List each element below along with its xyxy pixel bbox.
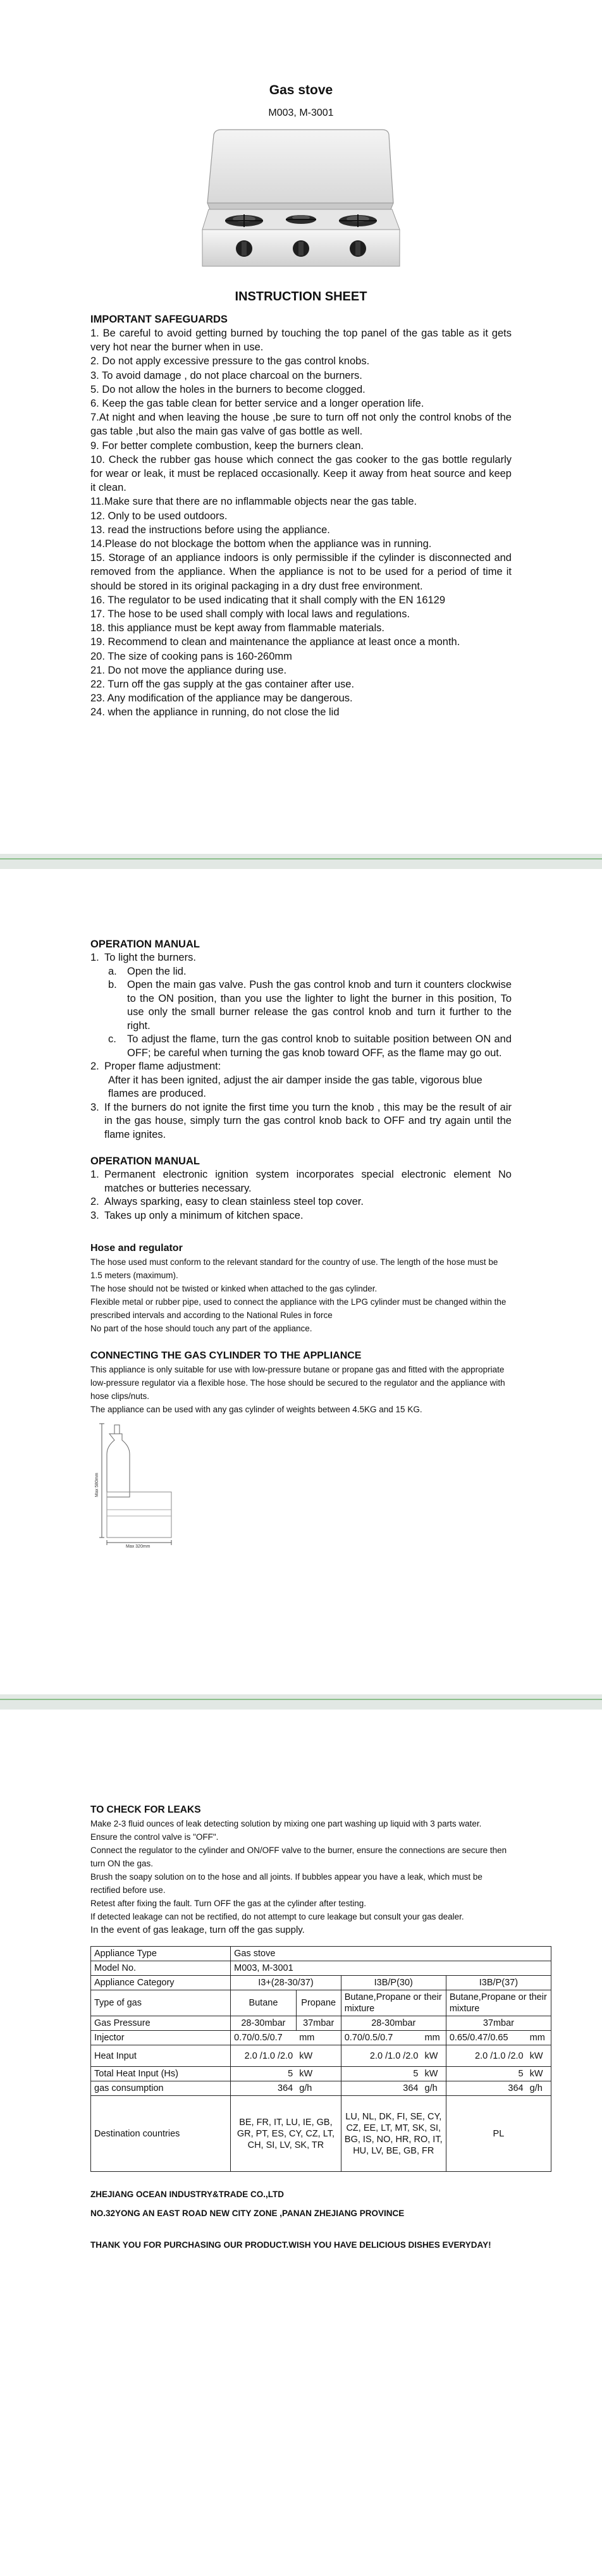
safeguard-item: 24. when the appliance in running, do not close the lid (90, 706, 340, 718)
consumption-label: gas consumption (91, 2081, 231, 2096)
item-text: To light the burners. (104, 952, 196, 963)
injector-value: 0.70/0.5/0.7 (341, 2031, 421, 2045)
hose-heading: Hose and regulator (90, 1243, 183, 1254)
product-title: Gas stove (269, 83, 333, 97)
operation-list (90, 951, 512, 1142)
total-value: 5 (446, 2067, 526, 2081)
safeguard-item: 12. Only to be used outdoors. (90, 510, 228, 522)
operation-item (90, 1209, 512, 1223)
consumption-value: 364 (231, 2081, 297, 2096)
operation-subitem (90, 978, 512, 1033)
safeguard-item: 10. Check the rubber gas house which connect the gas cooker to the gas bottle regularly for wear or leak, it must be replaced occasionally. Keep it away from heat source and keep it clean. (90, 453, 512, 494)
category-label: Appliance Category (91, 1976, 231, 1990)
gas-cylinder-diagram (90, 1421, 192, 1548)
operation-list-2 (90, 1168, 512, 1223)
paragraph: The appliance can be used with any gas cylinder of weights between 4.5KG and 15 KG. (90, 1405, 422, 1414)
company-address: NO.32YONG AN EAST ROAD NEW CITY ZONE ,PANAN ZHEJIANG PROVINCE (90, 2209, 405, 2218)
page-separator (0, 1694, 602, 1710)
injector-value: 0.70/0.5/0.7 (231, 2031, 297, 2045)
connect-paragraphs (90, 1363, 512, 1416)
operation-item (90, 1060, 512, 1074)
item-number: 3. (90, 1209, 99, 1221)
paragraph: Make 2-3 fluid ounces of leak detecting solution by mixing one part washing up liquid with 3 parts water. (90, 1819, 482, 1828)
pressure-cell: 37mbar (446, 2016, 551, 2031)
operation-item (90, 951, 512, 965)
paragraph: Brush the soapy solution on to the hose and all joints. If bubbles appear you have a leak, which must be rectified before use. (90, 1872, 482, 1895)
paragraph: The hose should not be twisted or kinked when attached to the gas cylinder. (90, 1284, 378, 1293)
safeguard-item: 16. The regulator to be used indicating that it shall comply with the EN 16129 (90, 594, 446, 606)
safeguard-item: 13. read the instructions before using the appliance. (90, 524, 330, 536)
total-unit: kW (296, 2067, 341, 2081)
injector-label: Injector (91, 2031, 231, 2045)
item-number: 2. (90, 1196, 99, 1207)
operation-subitem (90, 1033, 512, 1060)
consumption-unit: g/h (296, 2081, 341, 2096)
item-text: Permanent electronic ignition system incorporates special electronic element No matches or butteries necessary. (104, 1169, 512, 1194)
heat-unit: kW (527, 2045, 551, 2067)
company-name: ZHEJIANG OCEAN INDUSTRY&TRADE CO.,LTD (90, 2190, 285, 2199)
item-text: Proper flame adjustment: (104, 1061, 221, 1072)
heat-value: 2.0 /1.0 /2.0 (231, 2045, 297, 2067)
safeguard-item: 7.At night and when leaving the house ,be sure to turn off not only the control knobs of the gas table ,but also the main gas valve of gas bottle as well. (90, 412, 512, 438)
consumption-value: 364 (446, 2081, 526, 2096)
total-unit: kW (422, 2067, 446, 2081)
product-model: M003, M-3001 (268, 108, 334, 118)
category-cell: I3+(28-30/37) (231, 1976, 341, 1990)
safeguard-item: 22. Turn off the gas supply at the gas container after use. (90, 679, 355, 691)
gas-type-cell: Butane (231, 1990, 297, 2016)
pressure-cell: 37mbar (296, 2016, 341, 2031)
model-label: Model No. (91, 1961, 231, 1976)
safeguard-item: 6. Keep the gas table clean for better service and a longer operation life. (90, 398, 424, 410)
pressure-cell: 28-30mbar (231, 2016, 297, 2031)
item-number: b. (108, 979, 117, 990)
item-text: Always sparking, easy to clean stainless steel top cover. (104, 1196, 364, 1207)
safeguard-item: 15. Storage of an appliance indoors is only permissible if the cylinder is disconnected and removed from the appliance. When the appliance is not to be used for a period of time it should be stored in its original packaging in a dry dust free environment. (90, 552, 512, 592)
destination-cell: LU, NL, DK, FI, SE, CY, CZ, EE, LT, MT, SK, SI, BG, IS, NO, HR, RO, IT, HU, LV, BE, GB, FR (341, 2096, 446, 2172)
item-text: Open the lid. (127, 965, 187, 977)
heat-value: 2.0 /1.0 /2.0 (341, 2045, 421, 2067)
item-number: 2. (90, 1061, 99, 1072)
paragraph: This appliance is only suitable for use with low-pressure butane or propane gas and fitted with the appropriate low-pressure regulator via a flexible hose. The hose should be secured to the regulator and the appliance with hose clips/nuts. (90, 1365, 505, 1401)
consumption-unit: g/h (527, 2081, 551, 2096)
category-cell: I3B/P(37) (446, 1976, 551, 1990)
cylinder-width-label: Max 320mm (126, 1544, 150, 1548)
gas-type-label: Type of gas (91, 1990, 231, 2016)
heat-label: Heat Input (91, 2045, 231, 2067)
appliance-type-value: Gas stove (231, 1947, 551, 1961)
leak-heading: TO CHECK FOR LEAKS (90, 1804, 201, 1815)
page-1 (0, 0, 602, 854)
hose-paragraphs (90, 1255, 512, 1335)
safeguard-item: 2. Do not apply excessive pressure to the gas control knobs. (90, 355, 370, 367)
item-number: 3. (90, 1101, 99, 1113)
paragraph: Connect the regulator to the cylinder and ON/OFF valve to the burner, ensure the connections are secure then turn ON the gas. (90, 1846, 507, 1868)
safeguard-item: 9. For better complete combustion, keep the burners clean. (90, 440, 364, 452)
item-number: a. (108, 965, 117, 977)
total-value: 5 (341, 2067, 421, 2081)
total-label: Total Heat Input (Hs) (91, 2067, 231, 2081)
safeguard-item: 20. The size of cooking pans is 160-260mm (90, 650, 292, 662)
safeguard-item: 19. Recommend to clean and maintenance the appliance at least once a month. (90, 636, 460, 648)
gas-type-cell: Propane (296, 1990, 341, 2016)
destination-label: Destination countries (91, 2096, 231, 2172)
operation-heading-2: OPERATION MANUAL (90, 1156, 200, 1167)
safeguards-list (90, 326, 512, 720)
destination-cell: BE, FR, IT, LU, IE, GB, GR, PT, ES, CY, CZ, LT, CH, SI, LV, SK, TR (231, 2096, 341, 2172)
heat-value: 2.0 /1.0 /2.0 (446, 2045, 526, 2067)
operation-heading: OPERATION MANUAL (90, 939, 200, 950)
paragraph: Flexible metal or rubber pipe, used to connect the appliance with the LPG cylinder must be changed within the prescribed intervals and according to the National Rules in force (90, 1297, 507, 1320)
operation-item (90, 1168, 512, 1195)
operation-note (90, 1074, 512, 1101)
leak-last-line: In the event of gas leakage, turn off the gas supply. (90, 1925, 305, 1935)
safeguard-item: 23. Any modification of the appliance may be dangerous. (90, 693, 353, 705)
gas-type-cell: Butane,Propane or their mixture (446, 1990, 551, 2016)
operation-subitem (90, 965, 512, 979)
paragraph: If detected leakage can not be rectified, do not attempt to cure leakage but consult your gas dealer. (90, 1912, 464, 1921)
item-number: 1. (90, 952, 99, 963)
item-number: 1. (90, 1169, 99, 1180)
model-value: M003, M-3001 (231, 1961, 551, 1976)
pressure-cell: 28-30mbar (341, 2016, 446, 2031)
paragraph: No part of the hose should touch any part of the appliance. (90, 1324, 312, 1333)
total-unit: kW (527, 2067, 551, 2081)
connect-heading: CONNECTING THE GAS CYLINDER TO THE APPLIANCE (90, 1350, 362, 1361)
safeguard-item: 3. To avoid damage , do not place charcoal on the burners. (90, 369, 362, 381)
operation-item (90, 1101, 512, 1142)
leak-paragraphs (90, 1817, 512, 1923)
paragraph: Retest after fixing the fault. Turn OFF the gas at the cylinder after testing. (90, 1899, 366, 1908)
category-cell: I3B/P(30) (341, 1976, 446, 1990)
safeguard-item: 14.Please do not blockage the bottom when the appliance was in running. (90, 538, 432, 550)
thank-you-note: THANK YOU FOR PURCHASING OUR PRODUCT.WISH YOU HAVE DELICIOUS DISHES EVERYDAY! (90, 2240, 491, 2250)
gas-type-cell: Butane,Propane or their mixture (341, 1990, 446, 2016)
destination-cell: PL (446, 2096, 551, 2172)
consumption-value: 364 (341, 2081, 421, 2096)
item-text: If the burners do not ignite the first time you turn the knob , this may be the result of air in the gas house, simply turn the gas control knob back to OFF and try again until the flame ignites. (104, 1101, 512, 1140)
safeguard-item: 1. Be careful to avoid getting burned by touching the top panel of the gas table as it gets very hot near the burner when in use. (90, 328, 512, 354)
safeguard-item: 17. The hose to be used shall comply with local laws and regulations. (90, 608, 410, 620)
injector-value: 0.65/0.47/0.65 (446, 2031, 526, 2045)
heat-unit: kW (296, 2045, 341, 2067)
item-text: After it has been ignited, adjust the air damper inside the gas table, vigorous blue flames are produced. (108, 1074, 482, 1099)
injector-unit: mm (296, 2031, 341, 2045)
item-number: c. (108, 1033, 116, 1045)
safeguard-item: 5. Do not allow the holes in the burners to become clogged. (90, 383, 366, 395)
paragraph: The hose used must conform to the relevant standard for the country of use. The length of the hose must be 1.5 meters (maximum). (90, 1257, 498, 1280)
page-3 (0, 1710, 602, 2576)
safeguards-heading: IMPORTANT SAFEGUARDS (90, 314, 228, 325)
consumption-unit: g/h (422, 2081, 446, 2096)
item-text: Open the main gas valve. Push the gas control knob and turn it counters clockwise to the ON position, than you use the lighter to light the burner in this position, To use only the small burner release the gas control knob and turn it further to the right. (127, 979, 512, 1032)
operation-item (90, 1195, 512, 1209)
cylinder-height-label: Max 580mm (95, 1472, 99, 1497)
item-text: Takes up only a minimum of kitchen space. (104, 1209, 304, 1221)
pressure-label: Gas Pressure (91, 2016, 231, 2031)
item-text: To adjust the flame, turn the gas control knob to suitable position between ON and OFF; be careful when turning the gas knob toward OFF, as the flame may go out. (127, 1033, 512, 1059)
injector-unit: mm (422, 2031, 446, 2045)
heat-unit: kW (422, 2045, 446, 2067)
injector-unit: mm (527, 2031, 551, 2045)
safeguard-item: 21. Do not move the appliance during use. (90, 664, 287, 676)
instruction-sheet-title: INSTRUCTION SHEET (235, 290, 367, 304)
spec-table (90, 1946, 551, 2172)
appliance-type-label: Appliance Type (91, 1947, 231, 1961)
page-separator (0, 854, 602, 869)
safeguard-item: 18. this appliance must be kept away from flammable materials. (90, 622, 384, 634)
gas-stove-image (200, 128, 402, 275)
safeguard-item: 11.Make sure that there are no inflammable objects near the gas table. (90, 496, 417, 508)
paragraph: Ensure the control valve is "OFF". (90, 1832, 219, 1842)
page-2 (0, 869, 602, 1694)
total-value: 5 (231, 2067, 297, 2081)
